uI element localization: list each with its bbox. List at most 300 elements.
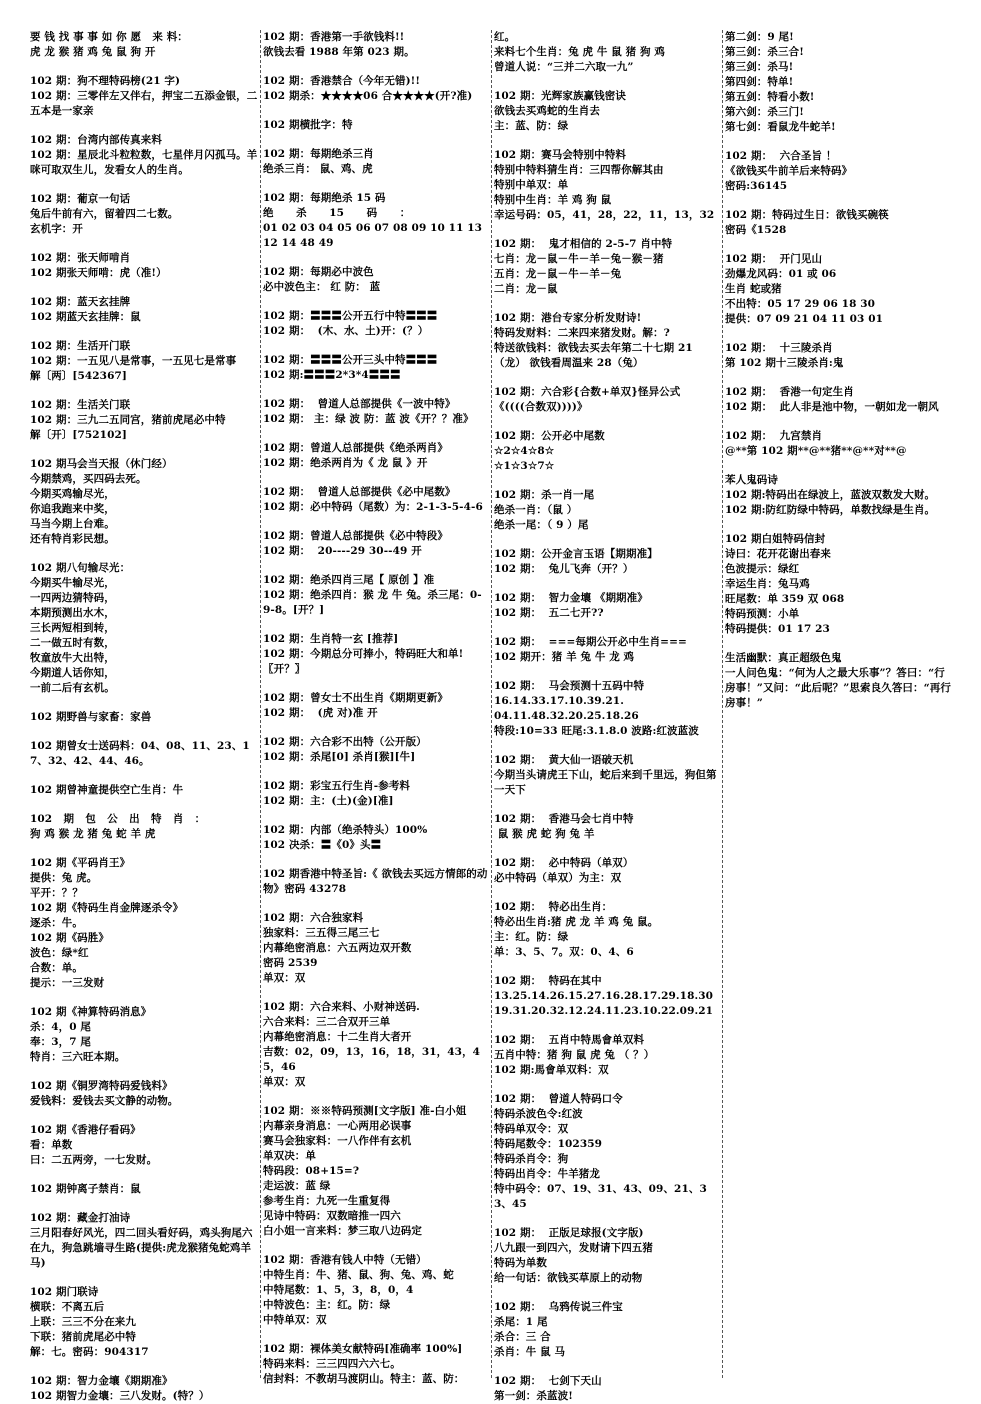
text-block bbox=[263, 74, 489, 104]
text-line: 三长两短相到转， bbox=[30, 622, 115, 634]
text-line: 上联：三三不分在来九 bbox=[30, 1316, 136, 1328]
text-line: 单：3、5、7。双：0、4、6 bbox=[494, 946, 634, 958]
text-line: 102 期：六合来料、小财神送码. bbox=[263, 1001, 420, 1013]
text-line: 102 期： 十三陵杀肖 bbox=[725, 342, 833, 354]
text-block bbox=[30, 1182, 258, 1197]
text-line: 一前二后有玄机。 bbox=[30, 682, 115, 694]
text-block bbox=[494, 812, 720, 842]
text-block bbox=[263, 1104, 489, 1239]
text-block bbox=[30, 856, 258, 991]
text-line: 不出特：05 17 29 06 18 30 bbox=[725, 298, 876, 310]
text-line: 特码尾数令：102359 bbox=[494, 1138, 603, 1150]
text-line: 奉：3，7 尾 bbox=[30, 1036, 91, 1048]
column-3 bbox=[494, 30, 720, 1402]
text-line: 01 02 03 04 05 06 07 08 09 10 11 13 12 14 48 49 bbox=[263, 222, 486, 249]
text-line: 102 期： 六合圣旨 ！ bbox=[725, 150, 837, 162]
text-line: 鼠 猴 虎 蛇 狗 兔 羊 bbox=[494, 828, 595, 840]
text-block bbox=[725, 429, 955, 459]
text-line: 爱钱料：爱钱去买文静的动物。 bbox=[30, 1095, 179, 1107]
text-line: 102 期： 香港一句定生肖 bbox=[725, 386, 854, 398]
text-line: 还有特肖彩民想。 bbox=[30, 533, 115, 545]
text-line: 狗 鸡 猴 龙 猪 兔 蛇 羊 虎 bbox=[30, 828, 156, 840]
text-line: 102 期：藏金打油诗 bbox=[30, 1212, 131, 1224]
text-line: 102 期：※※特码预测[文字版] 准-白小姐 bbox=[263, 1105, 467, 1117]
text-block bbox=[30, 295, 258, 325]
text-line: 102 期：三零伴左又伴右，押宝二五添金银，二五本是一家亲 bbox=[30, 90, 258, 117]
text-block bbox=[30, 783, 258, 798]
text-line: 生肖 蛇或猪 bbox=[725, 283, 782, 295]
text-block bbox=[494, 148, 720, 223]
text-line: 内幕绝密消息：六五两边双开数 bbox=[263, 942, 412, 954]
text-line: 102 期： (木、水、土)开：(？） bbox=[263, 325, 429, 337]
text-block bbox=[263, 779, 489, 809]
text-block bbox=[30, 739, 258, 769]
text-line: 102 期：生肖特一玄 [推荐] bbox=[263, 633, 399, 645]
text-block bbox=[494, 856, 720, 886]
text-block bbox=[30, 1123, 258, 1168]
text-line: 102 期钟离子禁肖：鼠 bbox=[30, 1183, 141, 1195]
text-line: 提供：兔 虎。 bbox=[30, 872, 98, 884]
text-line: 杀：4，0 尾 bbox=[30, 1021, 91, 1033]
text-line: 特中码令：07、19、31、43、09、21、33、45 bbox=[494, 1183, 707, 1210]
text-line: 特码提供：01 17 23 bbox=[725, 623, 830, 635]
text-line: 102 期： 特码在其中 bbox=[494, 975, 602, 987]
text-line: 杀肖：牛 鼠 马 bbox=[494, 1346, 566, 1358]
text-line: 102 期： 曾道人总部提供《必中尾数》 bbox=[263, 486, 456, 498]
text-line: 102 期曾神童提供空亡生肖：牛 bbox=[30, 784, 184, 796]
text-line: 七肖：龙－鼠－牛－羊－兔－猴－猪 bbox=[494, 253, 664, 265]
text-line: 102 期： 开门见山 bbox=[725, 253, 823, 265]
text-line: 102 期《铜罗湾特码爱钱料》 bbox=[30, 1080, 173, 1092]
text-line: 102 期：一五见八是常事，一五见七是常事 bbox=[30, 355, 237, 367]
text-line: 杀尾：1 尾 bbox=[494, 1316, 548, 1328]
text-line: 04.11.48.32.20.25.18.26 bbox=[494, 710, 639, 722]
text-block bbox=[725, 208, 955, 238]
text-line: 密码 2539 bbox=[263, 957, 318, 969]
text-line: 102 期： 鬼才相信的 2-5-7 肖中特 bbox=[494, 238, 673, 250]
text-line: 红。 bbox=[494, 31, 516, 43]
text-block bbox=[263, 1000, 489, 1090]
column-divider bbox=[722, 30, 723, 1378]
text-block bbox=[30, 74, 258, 119]
text-line: 中特单双：双 bbox=[263, 1314, 327, 1326]
text-line: 102 期门联诗 bbox=[30, 1286, 99, 1298]
text-line: 102 期：绝杀两肖为《 龙 鼠 》开 bbox=[263, 457, 428, 469]
text-block bbox=[263, 118, 489, 133]
text-line: 102 期： 九宫禁肖 bbox=[725, 430, 823, 442]
text-line: 波色：绿*红 bbox=[30, 947, 89, 959]
text-line: 三月阳春好风光，四二回头看好码，鸡头狗尾六在九，狗急跳墙寻生路(提供:虎龙猴猪兔蛇鸡羊马) bbox=[30, 1227, 253, 1269]
text-block bbox=[725, 385, 955, 415]
text-line: 走运波：蓝 绿 bbox=[263, 1180, 331, 1192]
text-line: 内幕绝密消息：十二生肖大者开 bbox=[263, 1031, 412, 1043]
text-line: 下联：猪前虎尾必中特 bbox=[30, 1331, 136, 1343]
text-block bbox=[494, 1092, 720, 1212]
text-block bbox=[263, 632, 489, 677]
text-line: 102 期横批字：特 bbox=[263, 119, 353, 131]
text-block bbox=[30, 339, 258, 384]
text-line: 102 期：智力金壤《期期准》 bbox=[30, 1375, 173, 1387]
text-line: 参考生肖：九死一生重复得 bbox=[263, 1195, 391, 1207]
text-line: 102 期曾女士送码料：04、08、11、23、17、32、42、44、46。 bbox=[30, 740, 250, 767]
text-line: 102 期： 马会预测十五码中特 bbox=[494, 680, 645, 692]
text-line: 102 期：港台专家分析发财诗! bbox=[494, 312, 642, 324]
text-line: 曾道人说：“三并二六取一九” bbox=[494, 61, 634, 73]
text-line: 见诗中特码：双数暗推一四六 bbox=[263, 1210, 401, 1222]
text-line: 今期当头请虎王下山，蛇后来到千里远，狗但第一天下 bbox=[494, 769, 717, 796]
text-line: 密码《1528 bbox=[725, 224, 787, 236]
text-line: 马当今期上台难。 bbox=[30, 518, 115, 530]
text-line: 102 期八句输尽光： bbox=[30, 562, 131, 574]
text-line: 102 期杀：★★★★06 合★★★★(开?准) bbox=[263, 90, 473, 102]
text-line: 102 期： (虎 对)准 开 bbox=[263, 707, 378, 719]
text-line: 第 102 期十三陵杀肖:鬼 bbox=[725, 357, 844, 369]
text-block bbox=[30, 133, 258, 178]
text-line: 特码杀波色令:红波 bbox=[494, 1108, 583, 1120]
text-line: 102 期《神算特码消息》 bbox=[30, 1006, 152, 1018]
text-line: 欲钱去看 1988 年第 023 期。 bbox=[263, 46, 415, 58]
text-line: 102 期：赛马会特别中特料 bbox=[494, 149, 626, 161]
text-line: ☆1☆3☆7☆ bbox=[494, 460, 555, 472]
text-line: 13.25.14.26.15.27.16.28.17.29.18.30 bbox=[494, 990, 714, 1002]
text-block bbox=[30, 1374, 258, 1404]
text-block bbox=[494, 591, 720, 621]
text-line: 102 期张天师啃：虎（准!） bbox=[30, 267, 167, 279]
text-line: 一四两边猜特码， bbox=[30, 592, 115, 604]
text-line: 102 期： 曾道人总部提供《一波中特》 bbox=[263, 398, 456, 410]
text-line: 幸运号码：05，41，28，22，11，13，32 bbox=[494, 209, 715, 221]
text-line: 解〔两〕[542367] bbox=[30, 370, 127, 382]
column-divider bbox=[491, 30, 492, 1378]
text-line: 逐杀：牛。 bbox=[30, 917, 83, 929]
text-block bbox=[494, 900, 720, 960]
text-line: 102 期《平码肖王》 bbox=[30, 857, 131, 869]
text-block bbox=[263, 191, 489, 251]
text-line: 六合来料：三二合双开三单 bbox=[263, 1016, 391, 1028]
column-2 bbox=[263, 30, 489, 1385]
text-line: 看：单数 bbox=[30, 1139, 73, 1151]
text-line: 102 期:〓〓〓2*3*4〓〓〓 bbox=[263, 369, 401, 381]
text-line: 102 期：绝杀四肖：猴 龙 牛 兔。杀三尾：0-9-8。[开？] bbox=[263, 589, 482, 616]
text-block bbox=[263, 1342, 489, 1387]
text-line: 特别中生肖：羊 鸡 狗 鼠 bbox=[494, 194, 612, 206]
text-line: 第三剑：杀三合! bbox=[725, 46, 804, 58]
text-line: 色波提示：绿红 bbox=[725, 563, 800, 575]
text-block bbox=[263, 441, 489, 471]
text-line: 曰：二五两旁，一七发财。 bbox=[30, 1154, 158, 1166]
text-line: 一人问色鬼：“何为人之最大乐事”？答曰：“行房事！”又问：“此后呢？”思索良久答曰：“再行房事！” bbox=[725, 667, 951, 709]
text-block bbox=[30, 457, 258, 547]
text-line: 单双：双 bbox=[263, 1076, 306, 1088]
text-line: 102 期： 香港马会七肖中特 bbox=[494, 813, 634, 825]
text-line: 牧童放牛大出特， bbox=[30, 652, 115, 664]
text-line: 生活幽默：真正超级色鬼 bbox=[725, 652, 842, 664]
text-block bbox=[263, 573, 489, 618]
text-block bbox=[494, 1226, 720, 1286]
text-line: 102 期《码胜》 bbox=[30, 932, 109, 944]
text-line: 102 期：三九二五同宫，猪前虎尾必中特 bbox=[30, 414, 226, 426]
text-line: 102 期开：猪 羊 兔 牛 龙 鸡 bbox=[494, 651, 635, 663]
text-line: 劲爆龙风码：01 或 06 bbox=[725, 268, 837, 280]
text-line: 白小姐一言来料：梦三取八边码定 bbox=[263, 1225, 422, 1237]
text-line: 16.14.33.17.10.39.21. bbox=[494, 695, 624, 707]
text-block bbox=[263, 265, 489, 295]
text-line: 102 期：狗不理特码榜(21 字) bbox=[30, 75, 181, 87]
text-line: 特送欲钱料：欲钱去买去年第二十七期 21（龙） 欲钱看周温来 28（兔） bbox=[494, 342, 693, 369]
text-line: 102 期：每期绝杀 15 码 bbox=[263, 192, 386, 204]
text-block bbox=[494, 385, 720, 415]
text-line: 102 期： 兔儿飞奔（开？） bbox=[494, 563, 634, 575]
text-line: 102 期：每期必中波色 bbox=[263, 266, 374, 278]
text-line: 欲钱去买鸡蛇的生肖去 bbox=[494, 105, 600, 117]
text-line: 102 期：公开必中尾数 bbox=[494, 430, 605, 442]
text-line: 第六剑：杀三门! bbox=[725, 106, 804, 118]
text-line: 给一句话：欲钱买草原上的动物 bbox=[494, 1272, 643, 1284]
text-block bbox=[494, 547, 720, 577]
text-line: 你追我跑来中奖， bbox=[30, 503, 115, 515]
text-line: 102 期：内部（绝杀特头）100% bbox=[263, 824, 428, 836]
text-line: 特码为单数 bbox=[494, 1257, 547, 1269]
text-line: 102 期：裸体美女献特码[准确率 100%] bbox=[263, 1343, 463, 1355]
text-line: 102 期： 此人非是池中物，一朝如龙一朝风 bbox=[725, 401, 939, 413]
text-line: 来料七个生肖：兔 虎 牛 鼠 猪 狗 鸡 bbox=[494, 46, 665, 58]
column-1 bbox=[30, 30, 258, 1402]
text-block bbox=[494, 1033, 720, 1078]
text-block bbox=[30, 1005, 258, 1065]
text-line: 苯人鬼码诗 bbox=[725, 474, 778, 486]
text-block bbox=[494, 753, 720, 798]
text-line: 第五剑：特看小数! bbox=[725, 91, 815, 103]
text-line: 102 期 包 公 出 特 肖 ： bbox=[30, 813, 206, 825]
text-line: 横联：不离五后 bbox=[30, 1301, 105, 1313]
text-line: 主：蓝、防：绿 bbox=[494, 120, 569, 132]
text-line: 幸运生肖：兔马鸡 bbox=[725, 578, 810, 590]
text-block bbox=[30, 561, 258, 696]
text-line: 特码来料：三三四四六六七。 bbox=[263, 1358, 401, 1370]
text-line: 102 期： 黄大仙一语破天机 bbox=[494, 754, 634, 766]
text-line: 八九跟一到四六，发财请下四五猪 bbox=[494, 1242, 653, 1254]
text-line: 102 期野兽与家畜：家兽 bbox=[30, 711, 152, 723]
text-line: 102 期： 智力金壤 《期期准》 bbox=[494, 592, 648, 604]
text-line: 特码单双令：双 bbox=[494, 1123, 569, 1135]
text-line: 102 期《特码生肖金牌逐杀令》 bbox=[30, 902, 184, 914]
column-divider bbox=[260, 30, 261, 1378]
text-block bbox=[30, 398, 258, 443]
text-block bbox=[494, 89, 720, 134]
text-block bbox=[263, 911, 489, 986]
text-block bbox=[725, 30, 955, 135]
column-4 bbox=[725, 30, 955, 1378]
text-line: 102 期： 主：绿 波 防：蓝 波《开？？准》 bbox=[263, 413, 474, 425]
text-line: 102 期马会当天报（休门经） bbox=[30, 458, 173, 470]
text-line: 102 期：公开金言玉语【期期准】 bbox=[494, 548, 658, 560]
text-line: 102 期白姐特码信封 bbox=[725, 533, 826, 545]
text-line: 必中波色主： 红 防： 蓝 bbox=[263, 281, 381, 293]
text-line: 特码预测：小单 bbox=[725, 608, 800, 620]
text-line: 二一做五时有数， bbox=[30, 637, 115, 649]
text-block bbox=[263, 1253, 489, 1328]
text-block bbox=[30, 251, 258, 281]
text-line: 102 期：星辰北斗粒粒数，七星伴月闪孤马。羊咪可取双生儿，发看女人的生肖。 bbox=[30, 149, 258, 176]
text-block bbox=[494, 30, 720, 75]
text-line: 102 期：今期总分可捧小，特码旺大和单!〖开？〗 bbox=[263, 648, 464, 675]
text-line: 102 期：杀一肖一尾 bbox=[494, 489, 595, 501]
text-block bbox=[30, 192, 258, 237]
text-line: 《欲钱买牛前羊后来特码》 bbox=[725, 165, 853, 177]
text-line: 绝杀一尾：（ 9 ）尾 bbox=[494, 519, 589, 531]
text-line: 102 期：彩宝五行生肖-参考料 bbox=[263, 780, 411, 792]
text-block bbox=[263, 353, 489, 383]
text-line: 虎 龙 猴 猪 鸡 兔 鼠 狗 开 bbox=[30, 46, 156, 58]
text-line: 密码:36145 bbox=[725, 180, 788, 192]
text-line: 旺尾数：单 359 双 068 bbox=[725, 593, 845, 605]
text-line: 19.31.20.32.12.24.11.23.10.22.09.21 bbox=[494, 1005, 714, 1017]
text-block bbox=[263, 309, 489, 339]
text-line: 102 决杀：〓《0》头〓 bbox=[263, 839, 382, 851]
text-block bbox=[494, 237, 720, 297]
text-block bbox=[494, 974, 720, 1019]
text-line: 102 期：〓〓〓公开五行中特〓〓〓 bbox=[263, 310, 438, 322]
text-line: 特码发财料：二来四来猪发财。解：? bbox=[494, 327, 670, 339]
text-line: 102 期智力金壤：三八发财。(特？） bbox=[30, 1390, 210, 1402]
text-block bbox=[263, 485, 489, 515]
text-line: 102 期： 五肖中特馬會单双料 bbox=[494, 1034, 645, 1046]
text-line: 102 期：六合彩不出特（公开版） bbox=[263, 736, 427, 748]
text-line: 今期道人话你知， bbox=[30, 667, 115, 679]
text-line: 102 期： 曾道人特码口令 bbox=[494, 1093, 623, 1105]
text-line: 绝杀三肖： 鼠、鸡、虎 bbox=[263, 163, 373, 175]
text-line: 信封料：不教胡马渡阴山。特主：蓝、防： bbox=[263, 1373, 465, 1385]
text-line: 第二剑：9 尾! bbox=[725, 31, 794, 43]
text-line: 102 期： ===每期公开必中生肖=== bbox=[494, 636, 687, 648]
text-line: 102 期：香港有钱人中特（无错） bbox=[263, 1254, 427, 1266]
text-line: 今期禁鸡，买四码去死。 bbox=[30, 473, 147, 485]
text-line: 102 期：特码过生日：欲钱买碗筷 bbox=[725, 209, 889, 221]
text-line: 102 期： 特必出生肖： bbox=[494, 901, 613, 913]
text-line: 第四剑：特单! bbox=[725, 76, 794, 88]
text-line: 102 期：杀尾[0] 杀肖[猴][牛] bbox=[263, 751, 416, 763]
text-line: 102 期：〓〓〓公开三头中特〓〓〓 bbox=[263, 354, 438, 366]
text-line: 102 期： 必中特码（单双） bbox=[494, 857, 634, 869]
text-line: @**第 102 期**@**猪**@**对**@ bbox=[725, 445, 907, 457]
text-line: 102 期：六合彩{合数+单双}怪异公式 bbox=[494, 386, 681, 398]
text-line: 五肖中特：猪 狗 鼠 虎 兔 （ ？） bbox=[494, 1049, 655, 1061]
text-block bbox=[263, 867, 489, 897]
text-line: 特别中特料猜生肖：三四帮你解其由 bbox=[494, 164, 664, 176]
text-line: 主：红。防：绿 bbox=[494, 931, 569, 943]
text-line: 合数：单。 bbox=[30, 962, 83, 974]
text-block bbox=[725, 149, 955, 194]
text-line: 102 期：蓝天玄挂牌 bbox=[30, 296, 131, 308]
text-line: 特码杀肖令：狗 bbox=[494, 1153, 569, 1165]
text-line: 内幕亲身消息：一心两用必误事 bbox=[263, 1120, 412, 1132]
text-line: 102 期《香港仔看码》 bbox=[30, 1124, 141, 1136]
text-block bbox=[263, 147, 489, 177]
text-line: 中特波色：主：红。防：绿 bbox=[263, 1299, 391, 1311]
text-line: 102 期：生活开门联 bbox=[30, 340, 131, 352]
text-line: 特段:10=33 旺尾:3.1.8.0 波路:红波蓝波 bbox=[494, 725, 699, 737]
text-line: 绝 杀 15 码 ： bbox=[263, 207, 411, 219]
text-block bbox=[725, 473, 955, 518]
text-line: 102 期：香港禁合（今年无错)!! bbox=[263, 75, 421, 87]
text-line: 二肖：龙－鼠 bbox=[494, 283, 558, 295]
text-line: 五肖：龙－鼠－牛－羊－兔 bbox=[494, 268, 622, 280]
text-line: 102 期： 正版足球报(文字版) bbox=[494, 1227, 644, 1239]
text-line: 102 期： 乌鸦传说三件宝 bbox=[494, 1301, 623, 1313]
text-line: 特码段：08+15=? bbox=[263, 1165, 360, 1177]
text-block bbox=[263, 691, 489, 721]
text-line: 102 期:馬會单双料：双 bbox=[494, 1064, 609, 1076]
text-block bbox=[494, 635, 720, 665]
text-line: 102 期：主：(土)(金)[准] bbox=[263, 795, 394, 807]
text-line: 中特生肖：牛、猪、鼠、狗、兔、鸡、蛇 bbox=[263, 1269, 454, 1281]
text-line: 特肖：三六旺本期。 bbox=[30, 1051, 126, 1063]
text-block bbox=[725, 532, 955, 637]
text-line: 102 期:特码出在绿波上，蓝波双数发大财。 bbox=[725, 489, 936, 501]
text-line: 102 期蓝天玄挂牌：鼠 bbox=[30, 311, 141, 323]
text-line: 单双决：单 bbox=[263, 1150, 316, 1162]
text-line: 102 期：香港第一手欲钱料!! bbox=[263, 31, 405, 43]
text-line: 提供：07 09 21 04 11 03 01 bbox=[725, 313, 884, 325]
text-block bbox=[30, 1211, 258, 1271]
text-line: 《((((合数双))))》 bbox=[494, 401, 588, 413]
text-block bbox=[494, 1374, 720, 1404]
text-line: 102 期： 五二七开?? bbox=[494, 607, 604, 619]
text-line: 102 期：光辉家族赢钱密诀 bbox=[494, 90, 626, 102]
text-block bbox=[494, 1300, 720, 1360]
text-line: 特必出生肖:猪 虎 龙 羊 鸡 兔 鼠。 bbox=[494, 916, 659, 928]
text-line: 102 期： 七剑下天山 bbox=[494, 1375, 602, 1387]
text-block bbox=[494, 311, 720, 371]
text-line: 102 期香港中特圣旨:《 欲钱去买远方情郎的动物》密码 43278 bbox=[263, 868, 488, 895]
text-line: 本期预测出水木， bbox=[30, 607, 115, 619]
text-block bbox=[263, 529, 489, 559]
text-line: 102 期：六合独家料 bbox=[263, 912, 364, 924]
text-block bbox=[494, 429, 720, 474]
text-line: 102 期：每期绝杀三肖 bbox=[263, 148, 374, 160]
text-block bbox=[30, 1079, 258, 1109]
text-line: 绝杀一肖：（鼠 ） bbox=[494, 504, 578, 516]
text-line: 解：七。密码：904317 bbox=[30, 1346, 149, 1358]
text-line: 今期买鸡输尽光， bbox=[30, 488, 115, 500]
text-line: 诗曰：花开花谢出春来 bbox=[725, 548, 831, 560]
text-block bbox=[263, 823, 489, 853]
text-line: 解〔开〕[752102] bbox=[30, 429, 127, 441]
text-line: 必中特码（单双）为主：双 bbox=[494, 872, 622, 884]
text-block bbox=[494, 679, 720, 739]
text-line: 102 期：台湾内部传真来料 bbox=[30, 134, 162, 146]
text-line: 要 钱 找 事 事 如 你 愿 来 料： bbox=[30, 31, 188, 43]
text-line: 102 期：张天师啃肖 bbox=[30, 252, 131, 264]
text-line: 特码出肖令：牛羊猪龙 bbox=[494, 1168, 600, 1180]
text-line: 第七剑：看鼠龙牛蛇羊! bbox=[725, 121, 836, 133]
text-block bbox=[725, 341, 955, 371]
text-line: 102 期:防红防绿中特码，单数找绿是生肖。 bbox=[725, 504, 936, 516]
text-line: 102 期：曾道人总部提供《绝杀两肖》 bbox=[263, 442, 448, 454]
text-line: 102 期：曾道人总部提供《必中特段》 bbox=[263, 530, 448, 542]
text-line: 中特尾数：1、5，3，8，0，4 bbox=[263, 1284, 414, 1296]
text-line: 独家料：三五得三尾三七 bbox=[263, 927, 380, 939]
text-line: 平开：？？ bbox=[30, 887, 83, 899]
text-line: 102 期：绝杀四肖三尾【 原创 】准 bbox=[263, 574, 435, 586]
text-line: 今期买牛输尽光， bbox=[30, 577, 115, 589]
text-block bbox=[725, 252, 955, 327]
text-block bbox=[263, 397, 489, 427]
text-line: 单双：双 bbox=[263, 972, 306, 984]
text-line: 兔后牛前有六，留着四二七数。 bbox=[30, 208, 179, 220]
text-line: 102 期：生活关门联 bbox=[30, 399, 131, 411]
text-line: 特别中单双：单 bbox=[494, 179, 569, 191]
